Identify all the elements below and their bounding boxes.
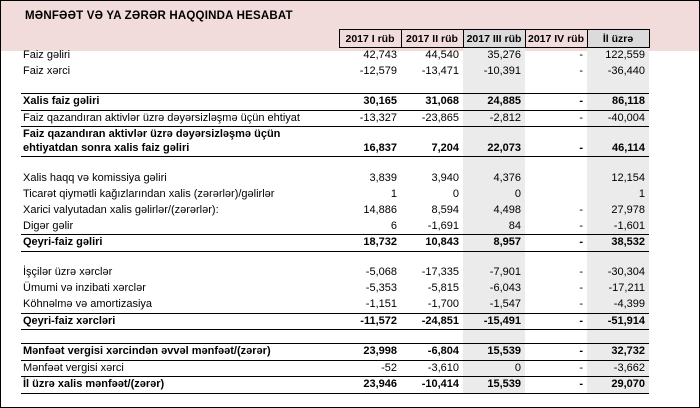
value-cell: 23,946 — [339, 377, 401, 394]
value-cell: -6,043 — [463, 281, 525, 297]
value-cell: 4,498 — [463, 203, 525, 219]
value-cell: - — [525, 377, 587, 394]
value-cell — [525, 251, 587, 265]
value-cell: 8,594 — [431, 203, 459, 216]
value-cell: -23,865 — [421, 111, 459, 124]
value-cell: -1,700 — [427, 298, 459, 310]
value-cell: - — [579, 298, 583, 310]
value-cell: -1,601 — [587, 219, 649, 235]
value-cell: -12,579 — [359, 64, 397, 77]
value-cell: -17,211 — [587, 281, 649, 297]
value-cell — [587, 80, 649, 94]
row-label: Qeyri-faiz xərcləri — [21, 313, 339, 330]
table-row — [21, 127, 649, 157]
value-cell: 84 — [463, 219, 525, 235]
value-cell: -15,491 — [463, 313, 525, 330]
value-cell: 16,837 — [339, 127, 401, 157]
value-cell: -7,901 — [463, 265, 525, 281]
value-cell: - — [525, 235, 587, 252]
value-cell: 32,732 — [587, 344, 649, 361]
value-cell: -5,353 — [365, 282, 397, 295]
value-cell: -6,804 — [401, 344, 463, 361]
value-cell: - — [579, 49, 583, 61]
value-cell: 14,886 — [363, 203, 397, 216]
value-cell: -3,662 — [587, 360, 649, 377]
value-cell: 27,978 — [587, 203, 649, 219]
table-header — [21, 30, 649, 48]
value-cell — [525, 330, 587, 344]
value-cell: 24,885 — [463, 94, 525, 111]
value-cell: 3,940 — [431, 171, 459, 184]
value-cell: -1,691 — [427, 219, 459, 232]
value-cell — [339, 251, 401, 265]
value-cell — [463, 251, 525, 265]
value-cell: -10,414 — [401, 377, 463, 394]
table-row — [21, 313, 649, 330]
table-row — [21, 265, 649, 281]
value-cell: 46,114 — [587, 127, 649, 157]
value-cell — [339, 157, 401, 171]
row-label: İşçilər üzrə xərclər — [23, 266, 113, 279]
column-header-year-total: İl üzrə — [587, 30, 649, 48]
value-cell: 42,743 — [363, 49, 397, 61]
row-label — [21, 157, 339, 171]
row-label: Faiz xərci — [23, 64, 71, 77]
table-row — [21, 110, 649, 127]
table-row — [21, 344, 649, 361]
value-cell — [525, 157, 587, 171]
row-label: Mənfəət vergisi xərci — [23, 361, 124, 374]
row-label: Ticarət qiymətli kağızlarından xalis (zərərlər)/gəlirlər — [23, 187, 275, 200]
value-cell: 0 — [463, 360, 525, 377]
value-cell — [587, 251, 649, 265]
row-label: Ümumi və inzibati xərclər — [23, 282, 146, 295]
table-row — [21, 281, 649, 297]
value-cell: 122,559 — [587, 48, 649, 64]
value-cell: 15,539 — [463, 344, 525, 361]
header-row — [21, 30, 649, 48]
table-body — [21, 48, 649, 394]
spacer-row — [21, 251, 649, 265]
row-label: Xalis haqq və komissiya gəliri — [23, 171, 167, 184]
spacer-row — [21, 80, 649, 94]
value-cell — [401, 80, 463, 94]
value-cell: 7,204 — [401, 127, 463, 157]
row-label: Faiz gəliri — [23, 48, 71, 61]
value-cell: -13,327 — [359, 111, 397, 124]
value-cell — [401, 251, 463, 265]
value-cell: -52 — [381, 361, 397, 374]
value-cell: -2,812 — [463, 110, 525, 127]
value-cell: - — [579, 111, 583, 124]
row-label — [21, 80, 339, 94]
value-cell: 15,539 — [463, 377, 525, 394]
row-label: Mənfəət vergisi xərcindən əvvəl mənfəət/(zərər) — [21, 344, 339, 361]
value-cell: 22,073 — [463, 127, 525, 157]
value-cell — [463, 80, 525, 94]
value-cell: 8,957 — [463, 235, 525, 252]
value-cell: 35,276 — [463, 48, 525, 64]
value-cell: -36,440 — [587, 64, 649, 80]
value-cell: -10,391 — [463, 64, 525, 80]
value-cell: -30,304 — [587, 265, 649, 281]
row-label: Xalis faiz gəliri — [21, 94, 339, 111]
row-label: Qeyri-faiz gəliri — [21, 235, 339, 252]
value-cell: -17,335 — [421, 266, 459, 279]
value-cell: 23,998 — [339, 344, 401, 361]
value-cell: -4,399 — [587, 297, 649, 313]
value-cell: - — [525, 127, 587, 157]
value-cell — [525, 80, 587, 94]
row-label — [21, 251, 339, 265]
value-cell: 18,732 — [339, 235, 401, 252]
spacer-row — [21, 330, 649, 344]
value-cell: 86,118 — [587, 94, 649, 111]
value-cell: 0 — [452, 187, 459, 200]
value-cell: 38,532 — [587, 235, 649, 252]
value-cell: 31,068 — [401, 94, 463, 111]
table-row — [21, 94, 649, 111]
spacer-row — [21, 157, 649, 171]
value-cell: -13,471 — [421, 64, 459, 77]
value-cell: 3,839 — [369, 171, 397, 184]
value-cell: -5,068 — [365, 266, 397, 279]
table-row — [21, 48, 649, 64]
table-row — [21, 219, 649, 235]
value-cell — [587, 157, 649, 171]
value-cell: -5,815 — [427, 282, 459, 295]
value-cell: -24,851 — [401, 313, 463, 330]
row-label: İl üzrə xalis mənfəət/(zərər) — [21, 377, 339, 394]
value-cell: -1,151 — [365, 298, 397, 310]
value-cell: - — [525, 313, 587, 330]
row-label: Xarici valyutadan xalis gəlirlər/(zərərlər): — [23, 203, 219, 216]
value-cell: - — [579, 266, 583, 279]
table-row — [21, 203, 649, 219]
table-row — [21, 64, 649, 80]
table-row — [21, 171, 649, 187]
value-cell: -3,610 — [427, 361, 459, 374]
profit-loss-table — [21, 29, 650, 394]
value-cell: -1,547 — [463, 297, 525, 313]
value-cell: - — [579, 219, 583, 232]
value-cell — [401, 157, 463, 171]
column-header-2017-q4: 2017 IV rüb — [525, 30, 587, 48]
row-label: Digər gəlir — [23, 219, 74, 232]
table-row — [21, 377, 649, 394]
value-cell: -11,572 — [339, 313, 401, 330]
value-cell: - — [579, 361, 583, 374]
value-cell: 0 — [463, 187, 525, 203]
table-row — [21, 297, 649, 313]
page-title: MƏNFƏƏT VƏ YA ZƏRƏR HAQQINDA HESABAT — [25, 10, 293, 22]
column-header-2017-q3: 2017 III rüb — [463, 30, 525, 48]
value-cell: 10,843 — [401, 235, 463, 252]
value-cell — [463, 330, 525, 344]
row-label: Faiz qazandıran aktivlər üzrə dəyərsizləşmə üçün ehtiyat — [23, 111, 300, 124]
value-cell: 4,376 — [463, 171, 525, 187]
value-cell: 44,540 — [425, 49, 459, 61]
value-cell — [587, 330, 649, 344]
value-cell: - — [525, 94, 587, 111]
row-label: Faiz qazandıran aktivlər üzrə dəyərsizləşmə üçün ehtiyatdan sonra xalis faiz gəliri — [21, 127, 339, 157]
value-cell: -40,004 — [587, 110, 649, 127]
value-cell: 6 — [390, 219, 397, 232]
value-cell — [339, 80, 401, 94]
column-header-2017-q2: 2017 II rüb — [401, 30, 463, 48]
row-label-column-header — [21, 30, 339, 48]
value-cell — [525, 187, 587, 203]
value-cell: -51,914 — [587, 313, 649, 330]
table-row — [21, 187, 649, 203]
row-label — [21, 330, 339, 344]
value-cell — [525, 171, 587, 187]
value-cell — [463, 157, 525, 171]
table-row — [21, 360, 649, 377]
table-row — [21, 235, 649, 252]
value-cell: 1 — [390, 187, 397, 200]
value-cell: 12,154 — [587, 171, 649, 187]
value-cell — [401, 330, 463, 344]
value-cell: 30,165 — [339, 94, 401, 111]
value-cell: - — [579, 64, 583, 77]
value-cell: 1 — [587, 187, 649, 203]
value-cell: - — [525, 344, 587, 361]
column-header-2017-q1: 2017 I rüb — [339, 30, 401, 48]
value-cell: 29,070 — [587, 377, 649, 394]
row-label: Köhnəlmə və amortizasiya — [23, 298, 153, 310]
value-cell: - — [579, 282, 583, 295]
value-cell — [339, 330, 401, 344]
value-cell: - — [579, 203, 583, 216]
